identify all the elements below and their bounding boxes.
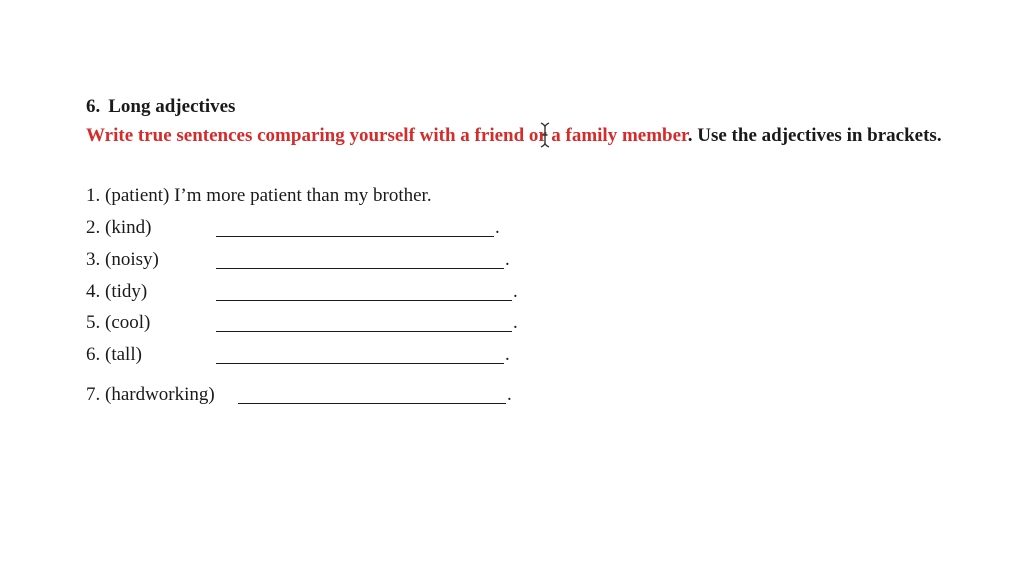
exercise-label: 5. (cool) [86, 312, 151, 333]
exercise-label: 4. (tidy) [86, 281, 148, 302]
example-sentence: 1. (patient) I’m more patient than my brother. [86, 185, 432, 206]
exercise-label: 6. (tall) [86, 344, 142, 365]
sentence-end: . [505, 344, 510, 365]
answer-blank[interactable] [238, 403, 506, 404]
answer-blank[interactable] [216, 363, 504, 364]
instruction-rest: . Use the adjectives in brackets. [687, 125, 942, 146]
sentence-end: . [513, 281, 518, 302]
sentence-end: . [513, 312, 518, 333]
exercise-label: 2. (kind) [86, 217, 152, 238]
sentence-end: . [505, 249, 510, 270]
answer-blank[interactable] [216, 268, 504, 269]
answer-blank[interactable] [216, 300, 512, 301]
section-number: 6. [86, 96, 101, 117]
exercise-label: 7. (hardworking) [86, 384, 215, 405]
sentence-end: . [495, 217, 500, 238]
sentence-end: . [507, 384, 512, 405]
exercise-label: 3. (noisy) [86, 249, 159, 270]
instruction-highlight: Write true sentences comparing yourself with a friend or a family member [86, 125, 688, 146]
section-title: Long adjectives [108, 96, 236, 117]
text-cursor-icon [540, 122, 550, 148]
section-heading [86, 96, 235, 118]
answer-blank[interactable] [216, 331, 512, 332]
answer-blank[interactable] [216, 236, 494, 237]
